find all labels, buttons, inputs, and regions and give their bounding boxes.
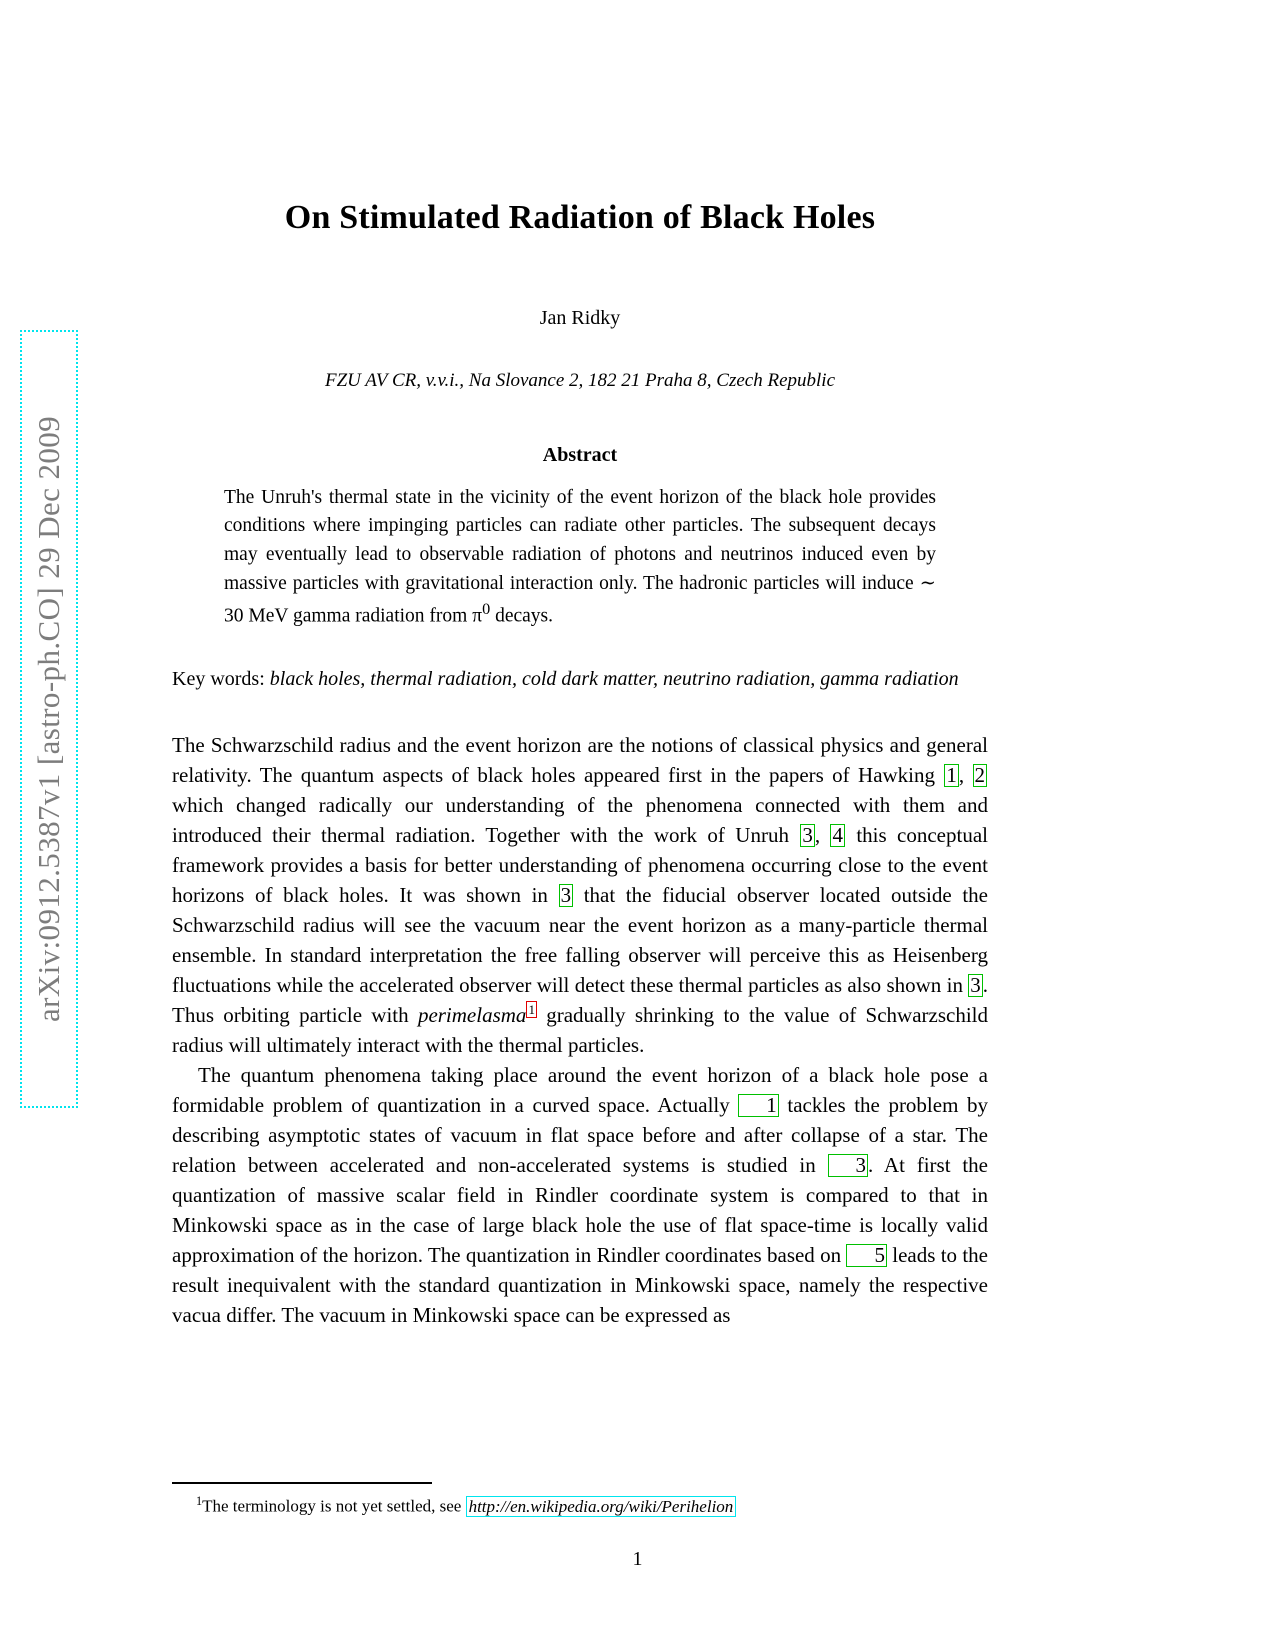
abstract-text-main: The Unruh's thermal state in the vicinity of the event horizon of the black hole provides conditions where impinging particles can radiate other particles. The subsequent decays may eventually lead to observable radiation of photons and neutrinos induced even by massive particles with gravitational interaction only. The hadronic particles will induce ∼ 30 MeV gamma radiation from π [224,486,936,627]
keywords [172,664,988,694]
para1-seg5: . Thus orbiting particle with [172,972,988,1027]
wikipedia-perihelion-link[interactable]: http://en.wikipedia.org/wiki/Perihelion [466,1496,737,1517]
citation-link-4[interactable]: 4 [832,822,843,847]
citation-group-1-2 [943,762,988,788]
keywords-list: black holes, thermal radiation, cold dark matter, neutrino radiation, gamma radiation [269,667,959,690]
abstract-block [224,444,936,632]
pi-zero-superscript: 0 [482,600,491,619]
para2-seg4: leads to the result inequivalent with the standard quantization in Minkowski space, namely the respective vacua differ. The vacuum in Minkowski space can be expressed as [172,1242,989,1327]
abstract-text-tail: decays. [490,605,553,627]
citation-link-5[interactable]: 3 [560,882,572,907]
footnote-marker: 1 [196,1494,203,1508]
affiliation: FZU AV CR, v.v.i., Na Slovance 2, 182 21 Praha 8, Czech Republic [324,369,836,391]
para2-seg3: . At first the quantization of massive scalar field in Rindler coordinate system is compared to that in Minkowski space as in the case of large black hole the use of flat space-time is locally valid approximation of the horizon. The quantization in Rindler coordinates based on [172,1152,988,1267]
citation-group-3-4 [799,822,846,848]
citation-link-2[interactable]: 2 [974,762,986,787]
paper-content [172,0,988,1330]
keywords-label: Key words: [172,667,265,690]
footnote-reference-link[interactable]: 1 [528,1001,535,1017]
paragraph-1 [172,730,988,1060]
citation-separator: , [814,822,831,847]
abstract-heading: Abstract [542,443,618,466]
citation-link-8[interactable]: 3 [828,1154,869,1177]
body-text [172,730,988,1330]
footnote-body: The terminology is not yet settled, see [202,1496,466,1516]
page-title: On Stimulated Radiation of Black Holes [284,199,876,236]
citation-link-7[interactable]: 1 [738,1094,779,1117]
page-number: 1 [632,1548,643,1570]
para1-seg1: The Schwarzschild radius and the event horizon are the notions of classical physics and general relativity. The quantum aspects of black holes appeared first in the papers of Hawking [172,732,988,787]
footnote-text [172,1493,988,1518]
author-name: Jan Ridky [539,306,621,329]
citation-separator: , [958,762,973,787]
citation-link-9[interactable]: 5 [846,1244,887,1267]
citation-link-6[interactable]: 3 [970,972,981,997]
footnote-area [172,1482,988,1518]
para2-seg2: tackles the problem by describing asymptotic states of vacuum in flat space before and after collapse of a star. The relation between accelerated and non-accelerated systems is studied in [172,1092,988,1177]
para1-seg2: which changed radically our understanding of the phenomena connected with them and introduced their thermal radiation. Together with the work of Unruh [172,792,988,847]
abstract-text [224,484,936,632]
paragraph-2 [172,1060,988,1330]
citation-link-1[interactable]: 1 [946,762,957,787]
citation-link-3[interactable]: 3 [802,822,813,847]
para1-seg4: that the fiducial observer located outside the Schwarzschild radius will see the vacuum near the event horizon as a many-particle thermal ensemble. In standard interpretation the free falling observer will perceive this as Heisenberg fluctuations while the accelerated observer will detect these thermal particles as also shown in [172,882,988,997]
perimelasma-term: perimelasma [417,1002,527,1027]
arxiv-stamp[interactable] [20,330,78,1108]
footnote-rule [172,1482,432,1484]
arxiv-stamp-text: arXiv:0912.5387v1 [astro-ph.CO] 29 Dec 2009 [31,415,66,1023]
para2-seg1: The quantum phenomena taking place around the event horizon of a black hole pose a formidable problem of quantization in a curved space. Actually [172,1062,988,1117]
para1-seg3: this conceptual framework provides a basis for better understanding of phenomena occurring close to the event horizons of black holes. It was shown in [172,822,988,907]
para1-seg6: gradually shrinking to the value of Schwarzschild radius will ultimately interact with the thermal particles. [172,1002,989,1057]
